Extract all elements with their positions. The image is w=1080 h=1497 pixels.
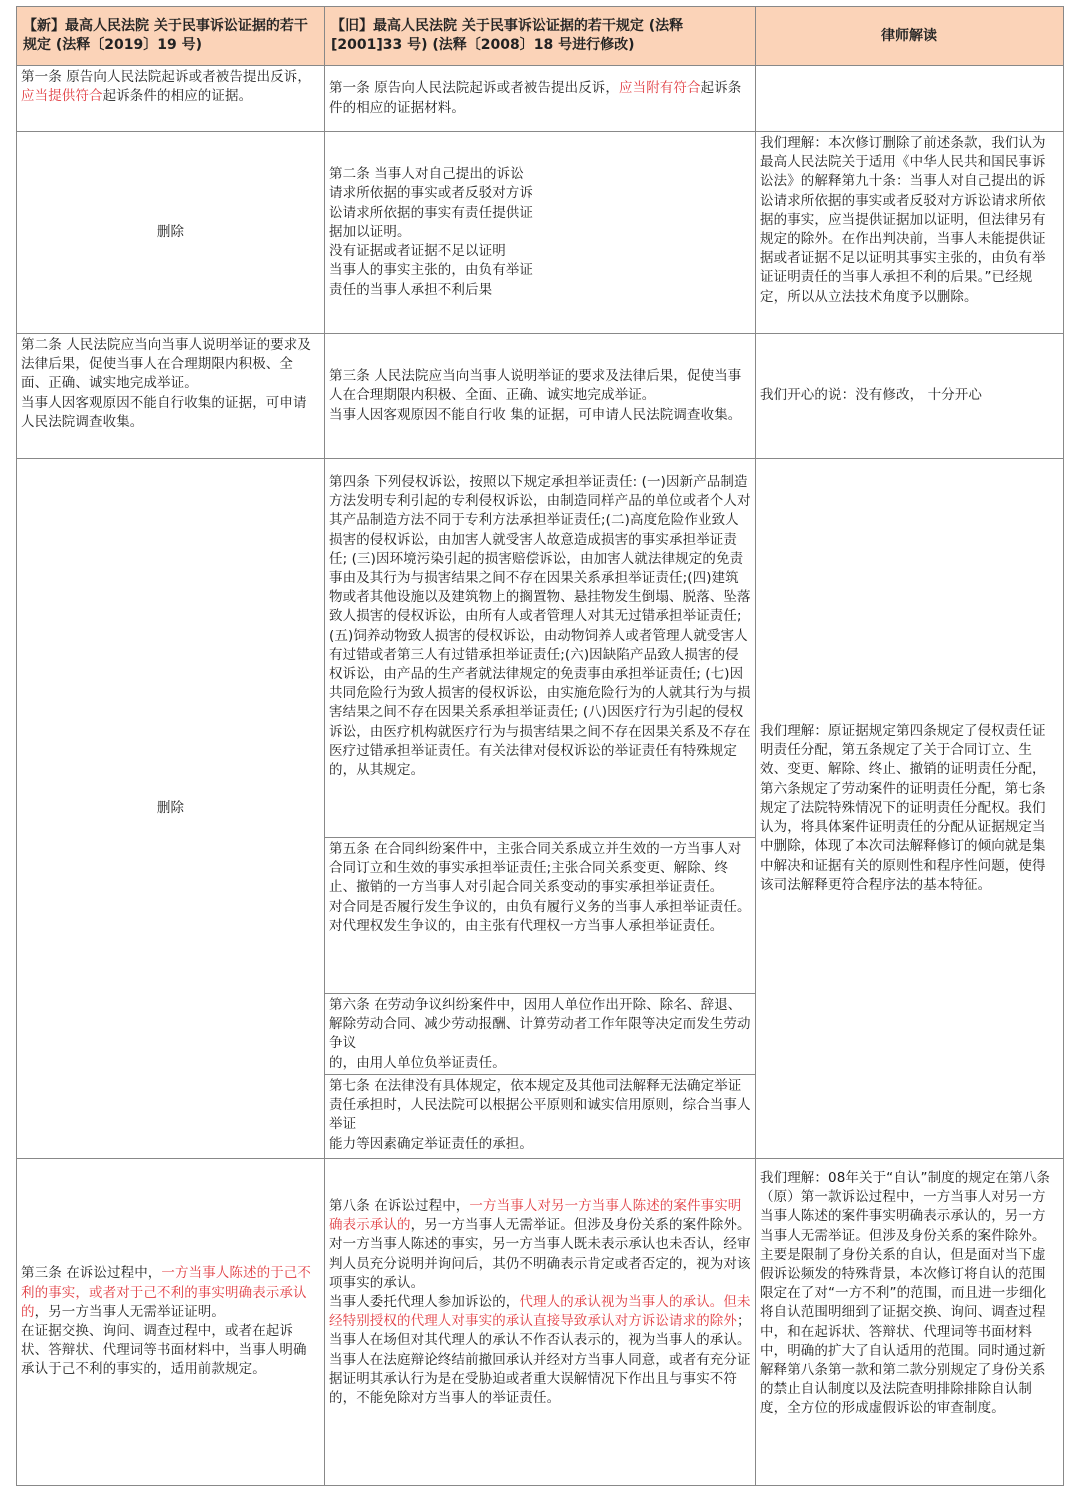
row1-old-article <box>325 66 755 131</box>
row5-new-article <box>17 1159 324 1485</box>
text: 当事人委托代理人参加诉讼的， <box>329 1294 520 1311</box>
text: 第一条 原告向人民法院起诉或者被告提出反诉， <box>329 80 619 97</box>
header-new-rules: 【新】最高人民法院 关于民事诉讼证据的若干规定 (法释〔2019〕19 号) <box>17 7 325 65</box>
comparison-table <box>16 6 1064 1486</box>
text: 第八条 在诉讼过程中， <box>329 1198 470 1214</box>
highlighted-text: 代理人的承认视为当事人的承认。但未经特别授权的代理人对事实的承认直接导致承认对方诉讼请求的除外 <box>329 1294 751 1330</box>
row2-lawyer-note: 我们理解：本次修订删除了前述条款，我们认为最高人民法院关于适用《中华人民共和国民事诉讼法》的解释第九十条：当事人对自己提出的诉讼请求所依据的事实或者反驳对方诉讼请求所依据的事实，应当提供证据加以证明，但法律另有规定的除外。在作出判决前，当事人未能提供证据或者证据不足以证明其事实主张的，由负有举证证明责任的当事人承担不利的后果。”已经规定，所以从立法技术角度予以删除。 <box>760 135 1046 305</box>
text: 起诉条件的相应的证据。 <box>102 88 253 105</box>
text: 第三条 在诉讼过程中， <box>21 1265 162 1282</box>
text: ，另一方当事人无需举证证明。 <box>34 1303 226 1320</box>
highlighted-text: 一方当事人陈述的于己不利的事实，或者对于己不利的事实明确表示承认的 <box>21 1265 312 1320</box>
row5-old-article <box>325 1159 755 1485</box>
row4-old-article5: 第五条 在合同纠纷案件中，主张合同关系成立并生效的一方当事人对合同订立和生效的事实承担举证责任;主张合同关系变更、解除、终止、撤销的一方当事人对引起合同关系变动的事实承担举证责任。 对合同是否履行发生争议的，由负有履行义务的当事人承担举证责任。 对代理权发生争议的，由主张有代理权一方当事人承担举证责任。 <box>329 841 751 934</box>
highlighted-text: 应当提供符合 <box>21 88 103 105</box>
row4-lawyer-note: 我们理解：原证据规定第四条规定了侵权责任证明责任分配，第五条规定了关于合同订立、生效、变更、解除、终止、撤销的证明责任分配，第六条规定了劳动案件的证明责任分配，第七条规定了法院特殊情况下的证明责任分配权。我们认为，将具体案件证明责任的分配从证据规定当中删除，体现了本次司法解释修订的倾向就是集中解决和证据有关的原则性和程序性问题，使得该司法解释更符合程序法的基本特征。 <box>760 723 1046 893</box>
header-old-rules: 【旧】最高人民法院 关于民事诉讼证据的若干规定 (法释[2001]33 号) (法释〔2008〕18 号进行修改) <box>325 7 755 65</box>
text: 起诉条件的相应的证据材料。 <box>329 80 742 116</box>
row1-new-article <box>17 66 324 131</box>
row4-new-deleted: 删除 <box>156 799 185 816</box>
header-lawyer-interpretation: 律师解读 <box>755 7 1063 65</box>
text: 对一方当事人陈述的事实，另一方当事人既未表示承认也未否认，经审判人员充分说明并询问后，其仍不明确表示肯定或者否定的，视为对该项事实的承认。 <box>329 1236 751 1291</box>
text: 当事人在法庭辩论终结前撤回承认并经对方当事人同意，或者有充分证据证明其承认行为是在受胁迫或者重大误解情况下作出且与事实不符的，不能免除对方当事人的举证责任。 <box>329 1351 751 1407</box>
text: ，另一方当事人无需举证。但涉及身份关系的案件除外。 <box>410 1217 751 1234</box>
row5-lawyer-note: 我们理解：08年关于“自认”制度的规定在第八条（原）第一款诉讼过程中，一方当事人对另一方当事人陈述的案件事实明确表示承认的，另一方当事人无需举证。但涉及身份关系的案件除外。主要是限制了身份关系的自认，但是面对当下虚假诉讼频发的特殊背景，本次修订将自认的范围限定在了对“一方不利”的范围，而且进一步细化将自认范围明细到了证据交换、询问、调查过程中，和在起诉状、答辩状、代理词等书面材料中，明确的扩大了自认适用的范围。同时通过新解释第八条第一款和第二款分别规定了身份关系的禁止自认制度以及法院查明排除排除自认制度，全方位的形成虚假诉讼的审查制度。 <box>760 1170 1050 1417</box>
text: ；当事人在场但对其代理人的承认不作否认表示的，视为当事人的承认。 <box>329 1313 751 1349</box>
highlighted-text: 应当附有符合 <box>619 80 701 97</box>
row2-new-deleted: 删除 <box>156 223 185 240</box>
highlighted-text: 一方当事人对另一方当事人陈述的案件事实明确表示承认的 <box>329 1198 742 1234</box>
text: 第一条 原告向人民法院起诉或者被告提出反诉， <box>21 69 311 85</box>
row4-old-article7: 第七条 在法律没有具体规定，依本规定及其他司法解释无法确定举证责任承担时，人民法院可以根据公平原则和诚实信用原则，综合当事人举证 能力等因素确定举证责任的承担。 <box>329 1078 751 1152</box>
row4-old-article6: 第六条 在劳动争议纠纷案件中，因用人单位作出开除、除名、辞退、解除劳动合同、减少劳动报酬、计算劳动者工作年限等决定而发生劳动争议 的，由用人单位负举证责任。 <box>329 997 751 1071</box>
text: 在证据交换、询问、调查过程中，或者在起诉状、答辩状、代理词等书面材料中，当事人明确承认于己不利的事实的，适用前款规定。 <box>21 1323 307 1378</box>
row3-new-article: 第二条 人民法院应当向当事人说明举证的要求及法律后果，促使当事人在合理期限内积极、全面、正确、诚实地完成举证。 当事人因客观原因不能自行收集的证据，可申请人民法院调查收集。 <box>21 337 311 430</box>
row4-old-article4: 第四条 下列侵权诉讼，按照以下规定承担举证责任: (一)因新产品制造方法发明专利引起的专利侵权诉讼，由制造同样产品的单位或者个人对其产品制造方法不同于专利方法承担举证责任;(二)高度危险作业致人损害的侵权诉讼，由加害人就受害人故意造成损害的事实承担举证责任; (三)因环境污染引起的损害赔偿诉讼，由加害人就法律规定的免责事由及其行为与损害结果之间不存在因果关系承担举证责任;(四)建筑物或者其他设施以及建筑物上的搁置物、悬挂物发生倒塌、脱落、坠落致人损害的侵权诉讼，由所有人或者管理人对其无过错承担举证责任;(五)饲养动物致人损害的侵权诉讼，由动物饲养人或者管理人就受害人有过错或者第三人有过错承担举证责任;(六)因缺陷产品致人损害的侵权诉讼，由产品的生产者就法律规定的免责事由承担举证责任; (七)因共同危险行为致人损害的侵权诉讼，由实施危险行为的人就其行为与损害结果之间不存在因果关系承担举证责任; (八)因医疗行为引起的侵权诉讼，由医疗机构就医疗行为与损害结果之间不存在因果关系及不存在医疗过错承担举证责任。有关法律对侵权诉讼的举证责任有特殊规定的，从其规定。 <box>329 474 751 779</box>
row3-old-article: 第三条 人民法院应当向当事人说明举证的要求及法律后果，促使当事人在合理期限内积极、全面、正确、诚实地完成举证。 当事人因客观原因不能自行收 集的证据，可申请人民法院调查收集。 <box>329 368 742 423</box>
row3-lawyer-note: 我们开心的说：没有修改， 十分开心 <box>760 387 982 404</box>
row2-old-article: 第二条 当事人对自己提出的诉讼 请求所依据的事实或者反驳对方诉 讼请求所依据的事实有责任提供证 据加以证明。 没有证据或者证据不足以证明 当事人的事实主张的，由负有举证 责任的当事人承担不利后果 <box>329 166 533 298</box>
